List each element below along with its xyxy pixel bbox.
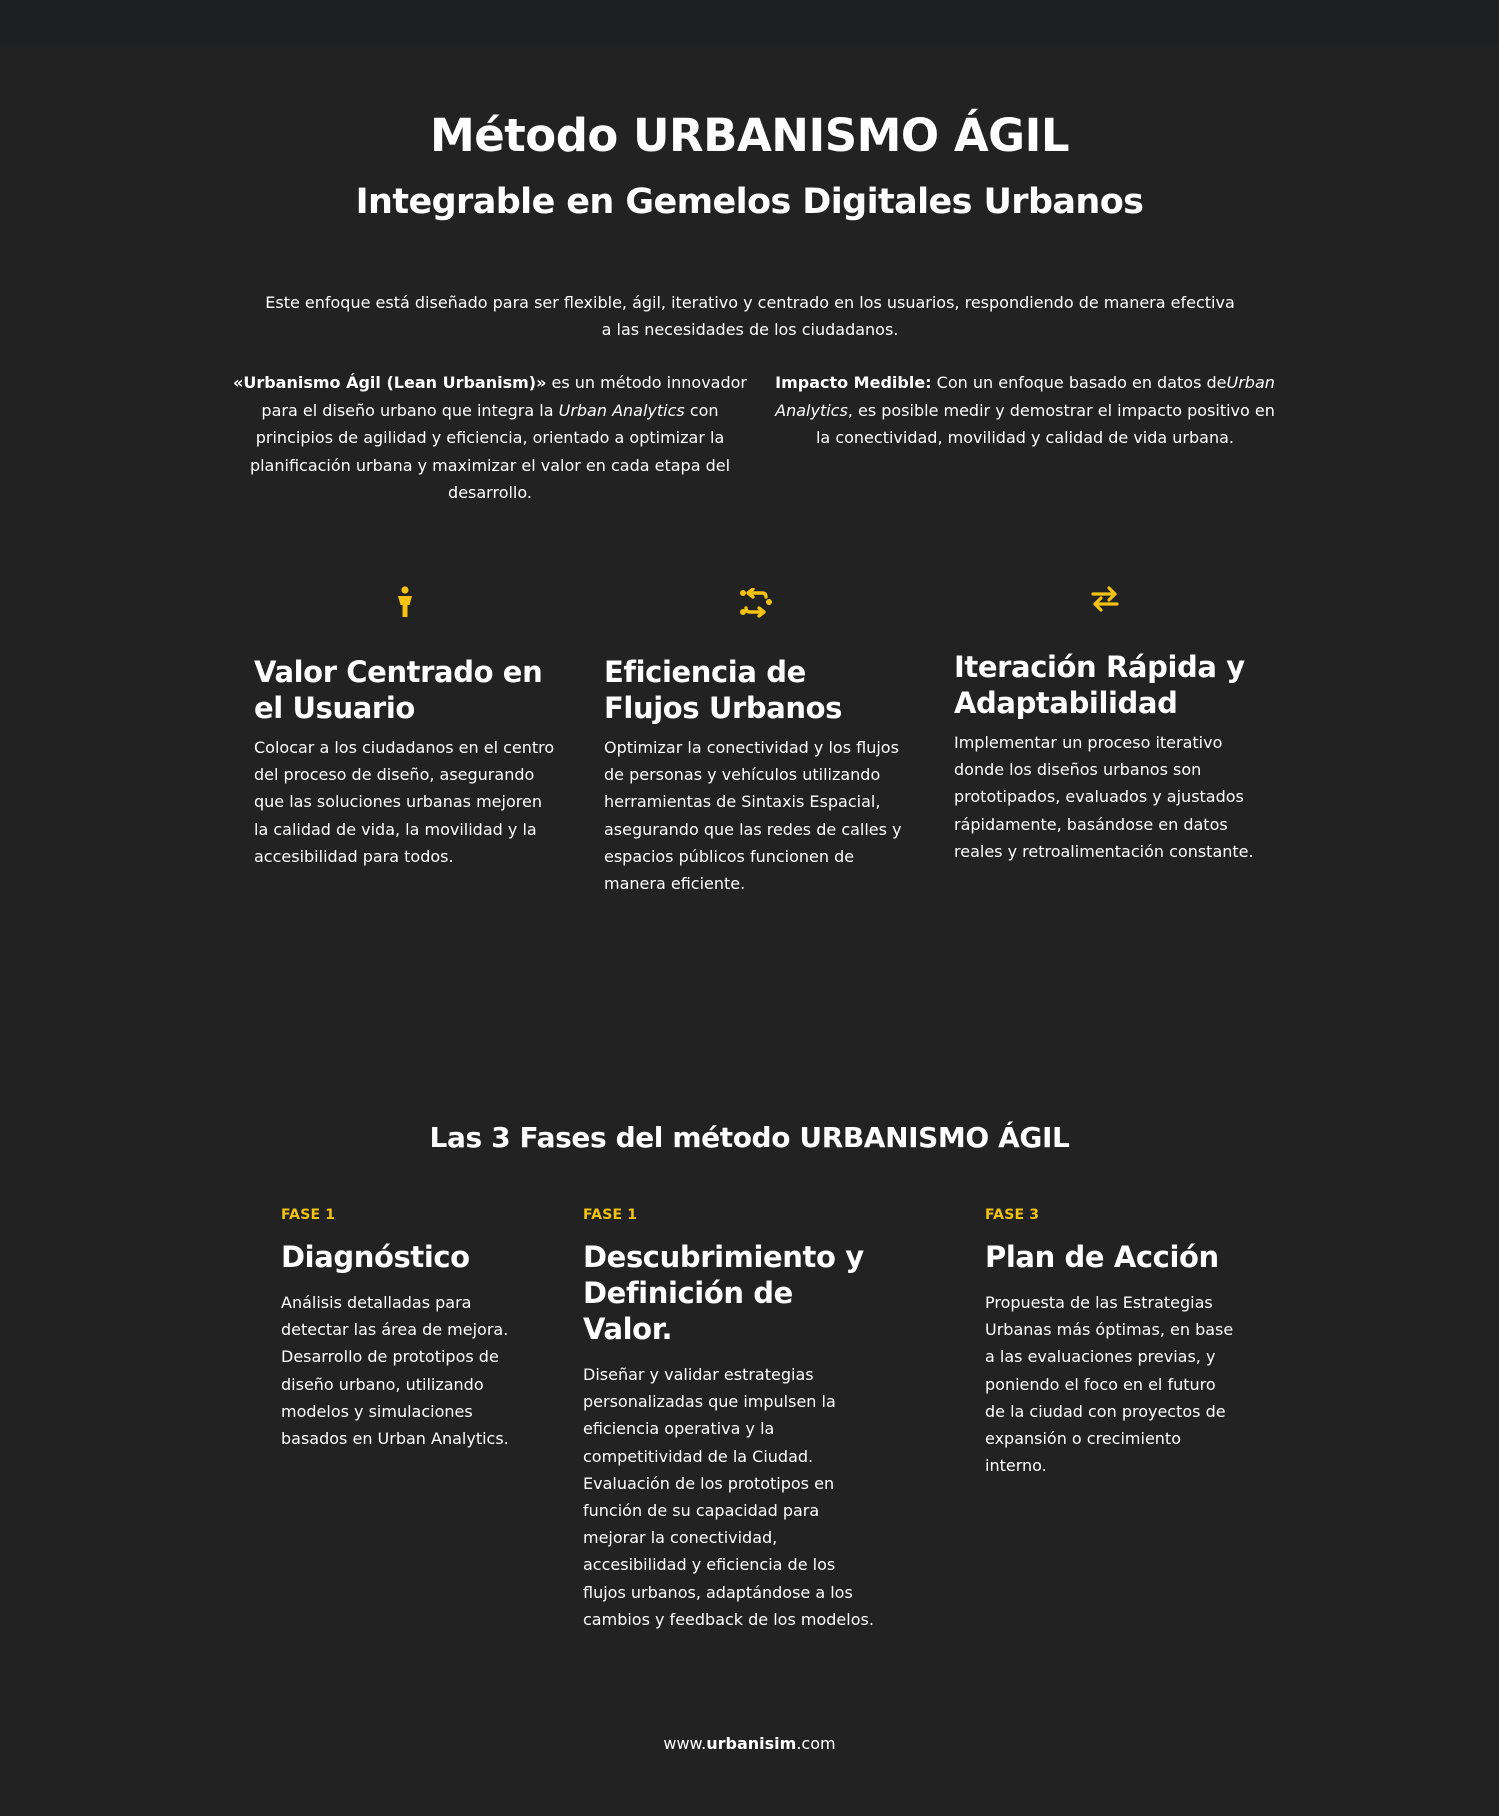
phase-2: [583, 1205, 883, 1633]
feature-title: Eficiencia de Flujos Urbanos: [604, 655, 843, 725]
phases-title: Las 3 Fases del método URBANISMO ÁGIL: [429, 1121, 1070, 1154]
feature-rapid-iteration: [954, 649, 1259, 865]
phase-1: [281, 1205, 516, 1452]
phase-tag: FASE 3: [985, 1207, 1040, 1223]
footer-brand: urbanisim: [706, 1734, 797, 1753]
feature-urban-flows: [604, 654, 909, 897]
page-subtitle: Integrable en Gemelos Digitales Urbanos: [355, 182, 1144, 222]
intro-left-bold: «Urbanismo Ágil (Lean Urbanism)»: [232, 373, 547, 392]
intro-left-text-a: es un método innovador para el diseño urbano que integra la: [261, 373, 747, 420]
intro-right-paragraph: [770, 369, 1280, 452]
person-icon: [394, 586, 416, 622]
intro-left-text-b: con principios de agilidad y eficiencia, orientado a optimizar la planificación urbana y maximizar el valor en cada etapa del desarrollo.: [249, 400, 731, 502]
phase-text: Propuesta de las Estrategias Urbanas más óptimas, en base a las evaluaciones previas, y poniendo el foco en el futuro de la ciudad con proyectos de expansión o crecimiento interno.: [985, 1293, 1234, 1476]
phase-title: Diagnóstico: [281, 1240, 470, 1274]
footer-website-link[interactable]: [0, 1733, 1499, 1755]
feature-user-value: [254, 654, 559, 870]
top-bar: [0, 0, 1499, 44]
phase-title: Plan de Acción: [985, 1240, 1219, 1274]
phase-tag: FASE 1: [583, 1207, 638, 1223]
footer-prefix: www.: [663, 1734, 707, 1753]
feature-text: Colocar a los ciudadanos en el centro del proceso de diseño, asegurando que las soluciones urbanas mejoren la calidad de vida, la movilidad y la accesibilidad para todos.: [254, 738, 555, 866]
page-title: Método URBANISMO ÁGIL: [429, 109, 1070, 162]
phase-text: Análisis detalladas para detectar las área de mejora. Desarrollo de prototipos de diseño urbano, utilizando modelos y simulaciones basados en Urban Analytics.: [281, 1293, 509, 1449]
feature-text: Implementar un proceso iterativo donde los diseños urbanos son prototipados, evaluados y ajustados rápidamente, basándose en datos reales y retroalimentación constante.: [954, 733, 1254, 861]
intro-right-text-b: , es posible medir y demostrar el impacto positivo en la conectividad, movilidad y calidad de vida urbana.: [815, 400, 1275, 447]
feature-title: Valor Centrado en el Usuario: [254, 655, 543, 725]
feature-title: Iteración Rápida y Adaptabilidad: [954, 650, 1245, 720]
intro-left-paragraph: [230, 369, 750, 507]
phase-tag: FASE 1: [281, 1207, 336, 1223]
intro-right-text-a: Con un enfoque basado en datos de: [931, 373, 1227, 392]
intro-right-bold: Impacto Medible:: [775, 373, 932, 392]
phase-title: Descubrimiento y Definición de Valor.: [583, 1240, 864, 1346]
exchange-icon: [1091, 586, 1119, 616]
intro-text: Este enfoque está diseñado para ser flexible, ágil, iterativo y centrado en los usuarios, respondiendo de manera efectiva a las necesidades de los ciudadanos.: [265, 293, 1235, 339]
footer-suffix: .com: [796, 1734, 836, 1753]
phase-3: [985, 1205, 1235, 1479]
intro-left-italic: Urban Analytics: [558, 400, 685, 420]
flows-icon: [739, 588, 773, 622]
feature-text: Optimizar la conectividad y los flujos de personas y vehículos utilizando herramientas de Sintaxis Espacial, asegurando que las redes de calles y espacios públicos funcionen de manera eficiente.: [604, 738, 902, 894]
phase-text: Diseñar y validar estrategias personalizadas que impulsen la eficiencia operativa y la competitividad de la Ciudad. Evaluación de los prototipos en función de su capacidad para mejorar la conectividad, accesibilidad y eficiencia de los flujos urbanos, adaptándose a los cambios y feedback de los modelos.: [583, 1365, 874, 1629]
intro-right-italic: Urban Analytics: [775, 373, 1275, 420]
